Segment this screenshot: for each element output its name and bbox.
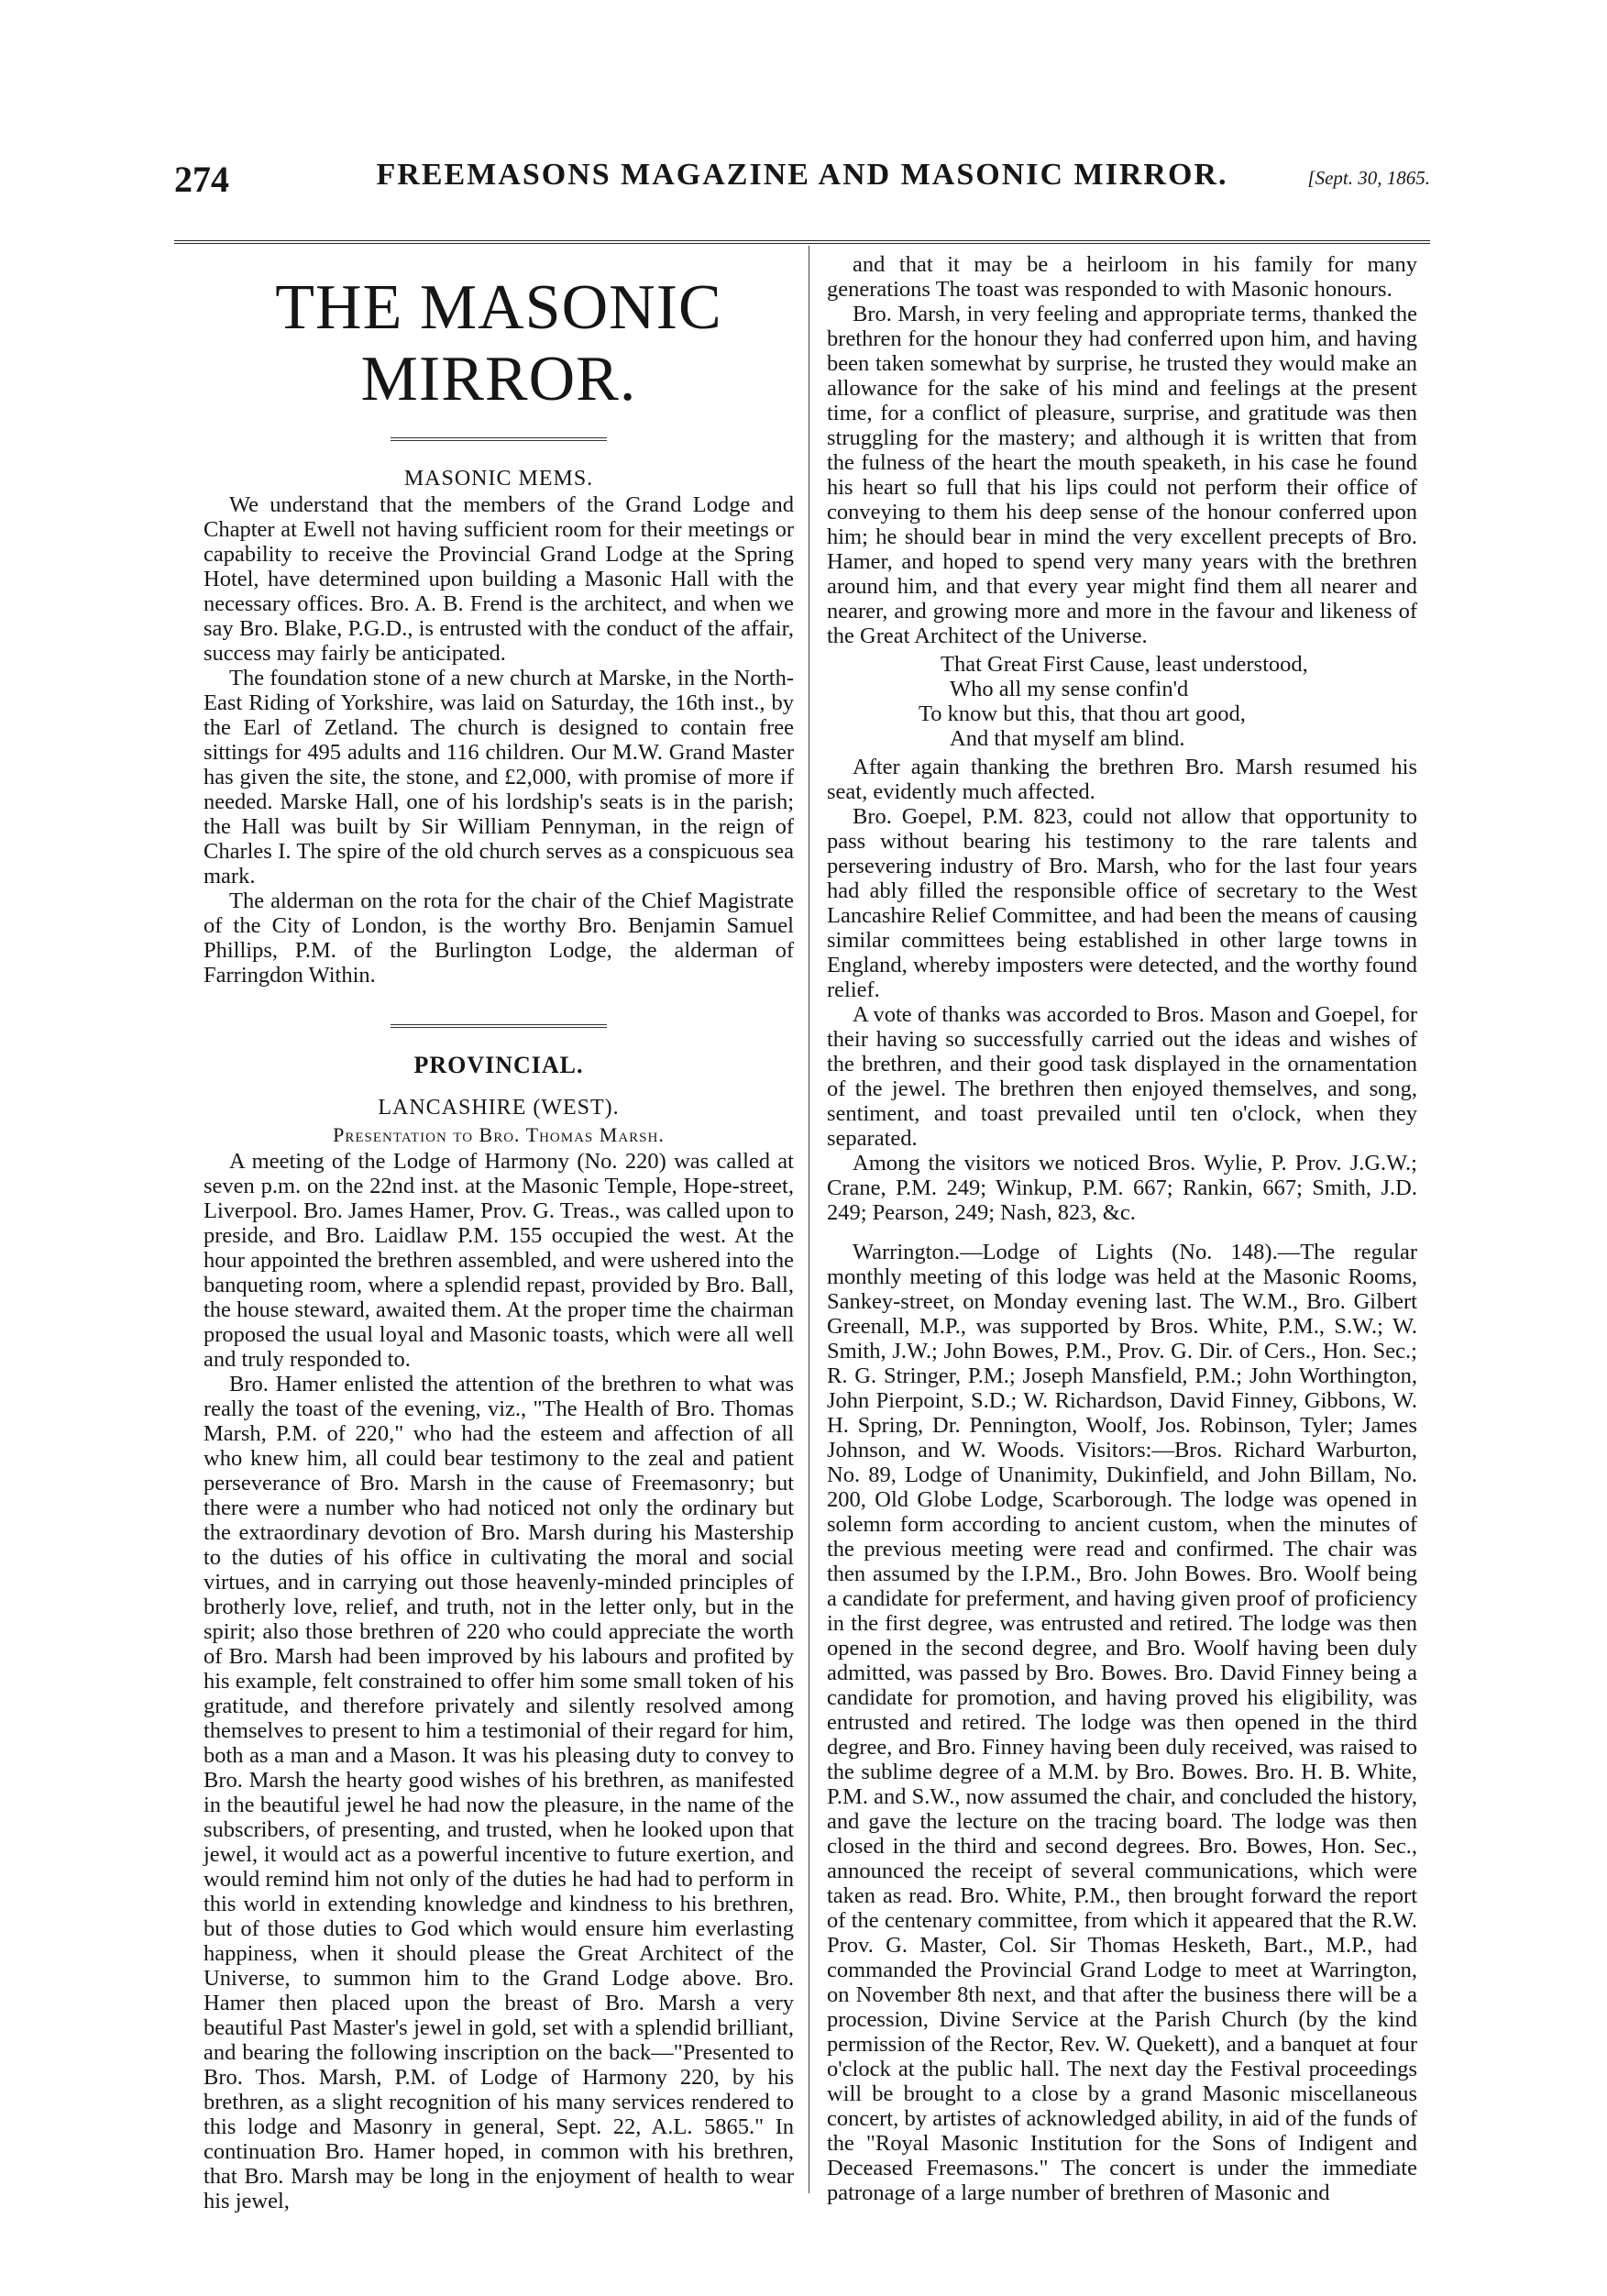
verse-line: And that myself am blind. xyxy=(950,726,1185,751)
mems-heading: MASONIC MEMS. xyxy=(403,467,594,491)
verse-line: Who all my sense confin'd xyxy=(950,677,1189,701)
verse-line: To know but this, that thou art good, xyxy=(919,701,1246,726)
article-paragraph: A meeting of the Lodge of Harmony (No. 220) was called at seven p.m. on the 22nd inst. at the Masonic Temple, Hope-street, Liverpool. Bro. James Hamer, Prov. G. Treas., was called upon to preside, and Bro. Laidlaw P.M. 155 occupied the west. At the hour appointed the brethren assembled, and were ushered into the banqueting room, where a splendid repast, provided by Bro. Ball, the house steward, awaited them. At the proper time the chairman proposed the usual loyal and Masonic toasts, which were all well and truly responded to. xyxy=(204,1149,794,1372)
right-column xyxy=(827,252,1417,2205)
lancashire-heading: LANCASHIRE (WEST). xyxy=(378,1096,620,1120)
provincial-heading: PROVINCIAL. xyxy=(413,1052,584,1078)
article-paragraph: and that it may be a heirloom in his family for many generations The toast was responded to with Masonic honours. xyxy=(827,252,1417,302)
article-paragraph: Bro. Hamer enlisted the attention of the brethren to what was really the toast of the evening, viz., "The Health of Bro. Thomas Marsh, P.M. of 220," who had the esteem and affection of all who knew him, all could bear testimony to the zeal and patient perseverance of Bro. Marsh in the cause of Freemasonry; but there were a number who had noticed not only the ordinary but the extraordinary devotion of Bro. Marsh during his Mastership to the duties of his office in cultivating the moral and social virtues, and in carrying out those heavenly-minded principles of brotherly love, relief, and truth, not in the letter only, but in the spirit; also those brethren of 220 who could appreciate the worth of Bro. Marsh had been improved by his labours and profited by his example, felt constrained to offer him some small token of his gratitude, and therefore privately and silently resolved among themselves to present to him a testimonial of their regard for him, both as a man and a Mason. It was his pleasing duty to convey to Bro. Marsh the hearty good wishes of his brethren, as manifested in the beautiful jewel he had now the pleasure, in the name of the subscribers, of presenting, and trusted, when he looked upon that jewel, it would act as a powerful incentive to future exertion, and would remind him not only of the duties he had had to perform in this world in extending knowledge and kindness to his brethren, but of those duties to God which would ensure him everlasting happiness, when it should please the Great Architect of the Universe, to summon him to the Grand Lodge above. Bro. Hamer then placed upon the breast of Bro. Marsh a very beautiful Past Master's jewel in gold, set with a splendid brilliant, and bearing the following inscription on the back—"Presented to Bro. Thos. Marsh, P.M. of Lodge of Harmony 220, by his brethren, as a slight recognition of his many services rendered to this lodge and Masonry in general, Sept. 22, A.L. 5865." In continuation Bro. Hamer hoped, in common with his brethren, that Bro. Marsh may be long in the enjoyment of health to wear his jewel, xyxy=(204,1372,794,2213)
warrington-report: Warrington.—Lodge of Lights (No. 148).—The regular monthly meeting of this lodge was held at the Masonic Rooms, Sankey-street, on Monday evening last. The W.M., Bro. Gilbert Greenall, M.P., was supported by Bros. White, P.M., S.W.; W. Smith, J.W.; John Bowes, P.M., Prov. G. Dir. of Cers., Hon. Sec.; R. G. Stringer, P.M.; Joseph Mansfield, P.M.; John Worthington, John Pierpoint, S.D.; W. Richardson, David Finney, Gibbons, W. H. Spring, Dr. Pennington, Woolf, Jos. Robinson, Tyler; James Johnson, and W. Woods. Visitors:—Bros. Richard Warburton, No. 89, Lodge of Unanimity, Dukinfield, and John Billam, No. 200, Old Globe Lodge, Scarborough. The lodge was opened in solemn form according to ancient custom, when the minutes of the previous meeting were read and confirmed. The chair was then assumed by the I.P.M., Bro. John Bowes. Bro. Woolf being a candidate for preferment, and having given proof of proficiency in the first degree, was entrusted and retired. The lodge was then opened in the second degree, and Bro. Woolf having been duly admitted, was passed by Bro. Bowes. Bro. David Finney being a candidate for promotion, and having proved his eligibility, was entrusted and retired. The lodge was then opened in the third degree, and Bro. Finney having been duly received, was raised to the sublime degree of a M.M. by Bro. Bowes. Bro. H. B. White, P.M. and S.W., now assumed the chair, and concluded the history, and gave the lecture on the tracing board. The lodge was then closed in the third and second degrees. Bro. Bowes, Hon. Sec., announced the receipt of several communications, which were taken as read. Bro. White, P.M., then brought forward the report of the centenary committee, from which it appeared that the R.W. Prov. G. Master, Col. Sir Thomas Hesketh, Bart., M.P., had commanded the Provincial Grand Lodge to meet at Warrington, on November 8th next, and that after the business there will be a procession, Divine Service at the Parish Church (by the kind permission of the Rector, Rev. W. Quekett), and a banquet at four o'clock at the public hall. The next day the Festival proceedings will be brought to a close by a grand Masonic miscellaneous concert, by artistes of acknowledged ability, in aid of the funds of the "Royal Masonic Institution for the Sons of Indigent and Deceased Freemasons." The concert is under the immediate patronage of a large number of brethren of Masonic and xyxy=(827,1240,1417,2205)
issue-date: [Sept. 30, 1865. xyxy=(1307,167,1430,189)
left-column xyxy=(204,252,794,2213)
mems-paragraph: The alderman on the rota for the chair of the Chief Magistrate of the City of London, is the worthy Bro. Benjamin Samuel Phillips, P.M. of the Burlington Lodge, the alderman of Farringdon Within. xyxy=(204,889,794,988)
verse-line: That Great First Cause, least understood, xyxy=(941,652,1308,677)
mems-paragraph: We understand that the members of the Grand Lodge and Chapter at Ewell not having sufficient room for their meetings or capability to receive the Provincial Grand Lodge at the Spring Hotel, have determined upon building a Masonic Hall with the necessary offices. Bro. A. B. Frend is the architect, and when we say Bro. Blake, P.G.D., is entrusted with the conduct of the affair, success may fairly be anticipated. xyxy=(204,492,794,666)
page-number: 274 xyxy=(174,159,229,200)
masthead-title: FREEMASONS MAGAZINE AND MASONIC MIRROR. xyxy=(376,158,1228,192)
article-paragraph: After again thanking the brethren Bro. Marsh resumed his seat, evidently much affected. xyxy=(827,755,1417,804)
running-header xyxy=(174,156,1430,207)
article-paragraph: Among the visitors we noticed Bros. Wylie, P. Prov. J.G.W.; Crane, P.M. 249; Winkup, P.M. 667; Rankin, 667; Smith, J.D. 249; Pearson, 249; Nash, 823, &c. xyxy=(827,1151,1417,1225)
verse-quote xyxy=(919,652,1417,751)
mems-paragraph: The foundation stone of a new church at Marske, in the North-East Riding of Yorkshire, was laid on Saturday, the 16th inst., by the Earl of Zetland. The church is designed to contain free sittings for 495 adults and 116 children. Our M.W. Grand Master has given the site, the stone, and £2,000, with promise of more if needed. Marske Hall, one of his lordship's seats is in the parish; the Hall was built by Sir William Pennyman, in the reign of Charles I. The spire of the old church serves as a conspicuous sea mark. xyxy=(204,666,794,889)
section-title: THE MASONIC MIRROR. xyxy=(275,272,722,414)
article-paragraph: A vote of thanks was accorded to Bros. Mason and Goepel, for their having so successfully carried out the ideas and wishes of the brethren, and their good task displayed in the ornamentation of the jewel. The brethren then enjoyed themselves, and song, sentiment, and toast prevailed until ten o'clock, when they separated. xyxy=(827,1002,1417,1151)
article-paragraph: Bro. Goepel, P.M. 823, could not allow that opportunity to pass without bearing his testimony to the rare talents and persevering industry of Bro. Marsh, who for the last four years had ably filled the responsible office of secretary to the West Lancashire Relief Committee, and had been the means of causing similar committees being established in other large towns in England, whereby imposters were detected, and the worthy found relief. xyxy=(827,804,1417,1002)
article-paragraph: Bro. Marsh, in very feeling and appropriate terms, thanked the brethren for the honour they had conferred upon him, and having been taken somewhat by surprise, he trusted they would make an allowance for the sake of his mind and feelings at the present time, for a conflict of pleasure, surprise, and gratitude was then struggling for the mastery; and although it is written that from the fulness of the heart the mouth speaketh, in his case he found his heart so full that his lips could not perform their office of conveying to them his deep sense of the honour conferred upon him; he should bear in mind the very excellent precepts of Bro. Hamer, and hoped to spend very many years with the brethren around him, and that every year might find them all nearer and nearer, and growing more and more in the favour and likeness of the Great Architect of the Universe. xyxy=(827,302,1417,648)
header-rule xyxy=(174,240,1430,244)
presentation-heading: Presentation to Bro. Thomas Marsh. xyxy=(333,1123,665,1146)
